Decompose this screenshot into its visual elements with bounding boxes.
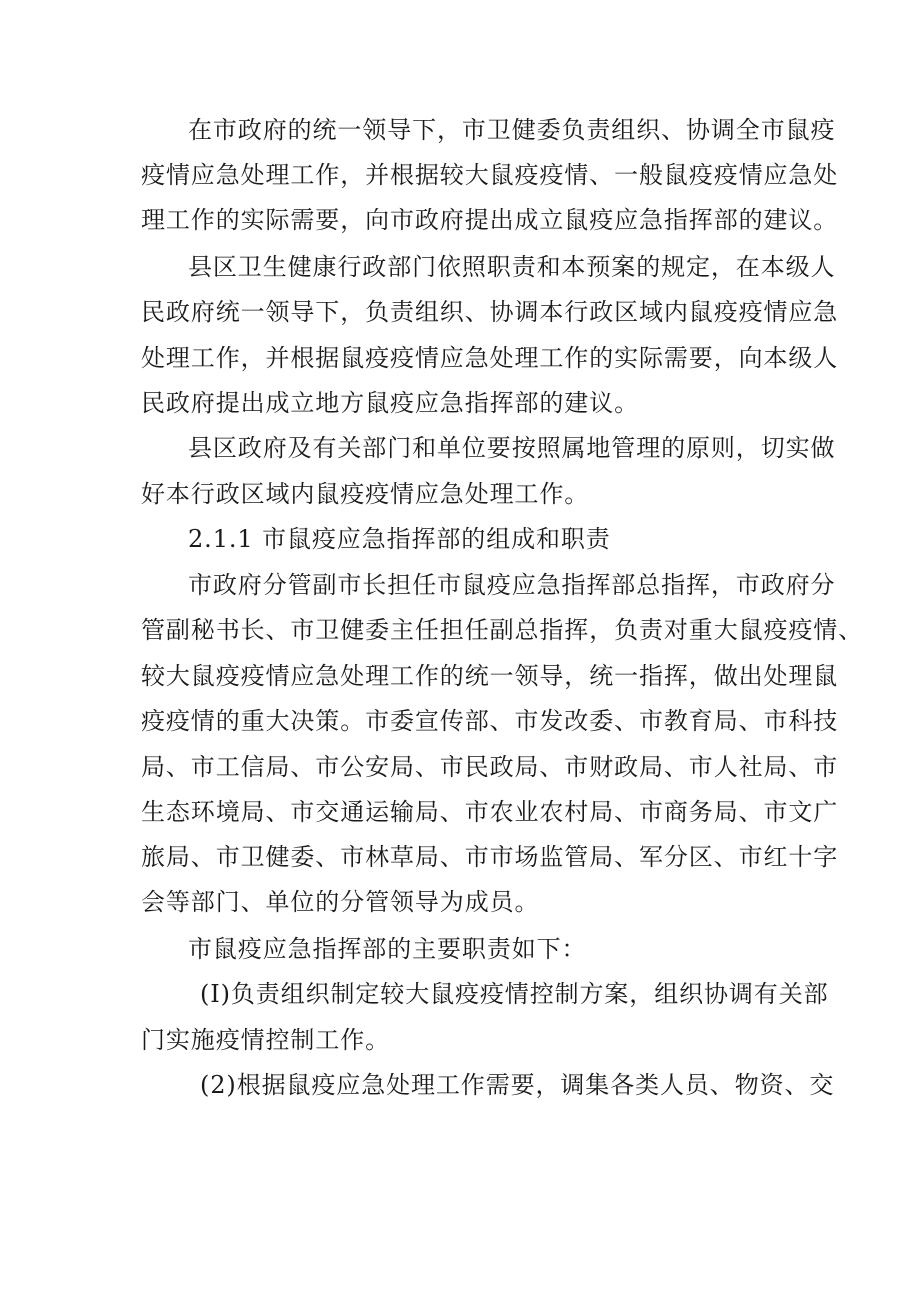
- paragraph-5-line-2: 管副秘书长、市卫健委主任担任副总指挥，负责对重大鼠疫疫情、: [141, 616, 864, 644]
- paragraph-6-line-1: 市鼠疫应急指挥部的主要职责如下：: [188, 935, 587, 963]
- paragraph-7-line-1: (I)负责组织制定较大鼠疫疫情控制方案，组织协调有关部: [200, 980, 829, 1008]
- paragraph-1-line-1: 在市政府的统一领导下，市卫健委负责组织、协调全市鼠疫: [188, 116, 836, 144]
- paragraph-1-line-3: 理工作的实际需要，向市政府提出成立鼠疫应急指挥部的建议。: [141, 206, 839, 234]
- paragraph-2-line-1: 县区卫生健康行政部门依照职责和本预案的规定，在本级人: [188, 253, 836, 281]
- paragraph-2-line-2: 民政府统一领导下，负责组织、协调本行政区域内鼠疫疫情应急: [141, 298, 839, 326]
- paragraph-5-line-4: 疫疫情的重大决策。市委宣传部、市发改委、市教育局、市科技: [141, 707, 839, 735]
- paragraph-2-line-3: 处理工作，并根据鼠疫疫情应急处理工作的实际需要，向本级人: [141, 344, 839, 372]
- paragraph-5-line-3: 较大鼠疫疫情应急处理工作的统一领导，统一指挥，做出处理鼠: [141, 662, 839, 690]
- paragraph-3-line-2: 好本行政区域内鼠疫疫情应急处理工作。: [141, 480, 590, 508]
- paragraph-2-line-4: 民政府提出成立地方鼠疫应急指挥部的建议。: [141, 389, 639, 417]
- paragraph-8-line-1: (2)根据鼠疫应急处理工作需要，调集各类人员、物资、交: [200, 1071, 835, 1099]
- paragraph-5-line-8: 会等部门、单位的分管领导为成员。: [141, 888, 540, 916]
- paragraph-7-line-2: 门实施疫情控制工作。: [141, 1026, 390, 1054]
- paragraph-3-line-1: 县区政府及有关部门和单位要按照属地管理的原则，切实做: [188, 434, 836, 462]
- section-heading-2-1-1: 2.1.1 市鼠疫应急指挥部的组成和职责: [188, 525, 611, 553]
- paragraph-5-line-1: 市政府分管副市长担任市鼠疫应急指挥部总指挥，市政府分: [188, 571, 836, 599]
- paragraph-5-line-6: 生态环境局、市交通运输局、市农业农村局、市商务局、市文广: [141, 798, 839, 826]
- paragraph-5-line-7: 旅局、市卫健委、市林草局、市市场监管局、军分区、市红十字: [141, 843, 839, 871]
- paragraph-1-line-2: 疫情应急处理工作，并根据较大鼠疫疫情、一般鼠疫疫情应急处: [141, 161, 839, 189]
- paragraph-5-line-5: 局、市工信局、市公安局、市民政局、市财政局、市人社局、市: [141, 753, 839, 781]
